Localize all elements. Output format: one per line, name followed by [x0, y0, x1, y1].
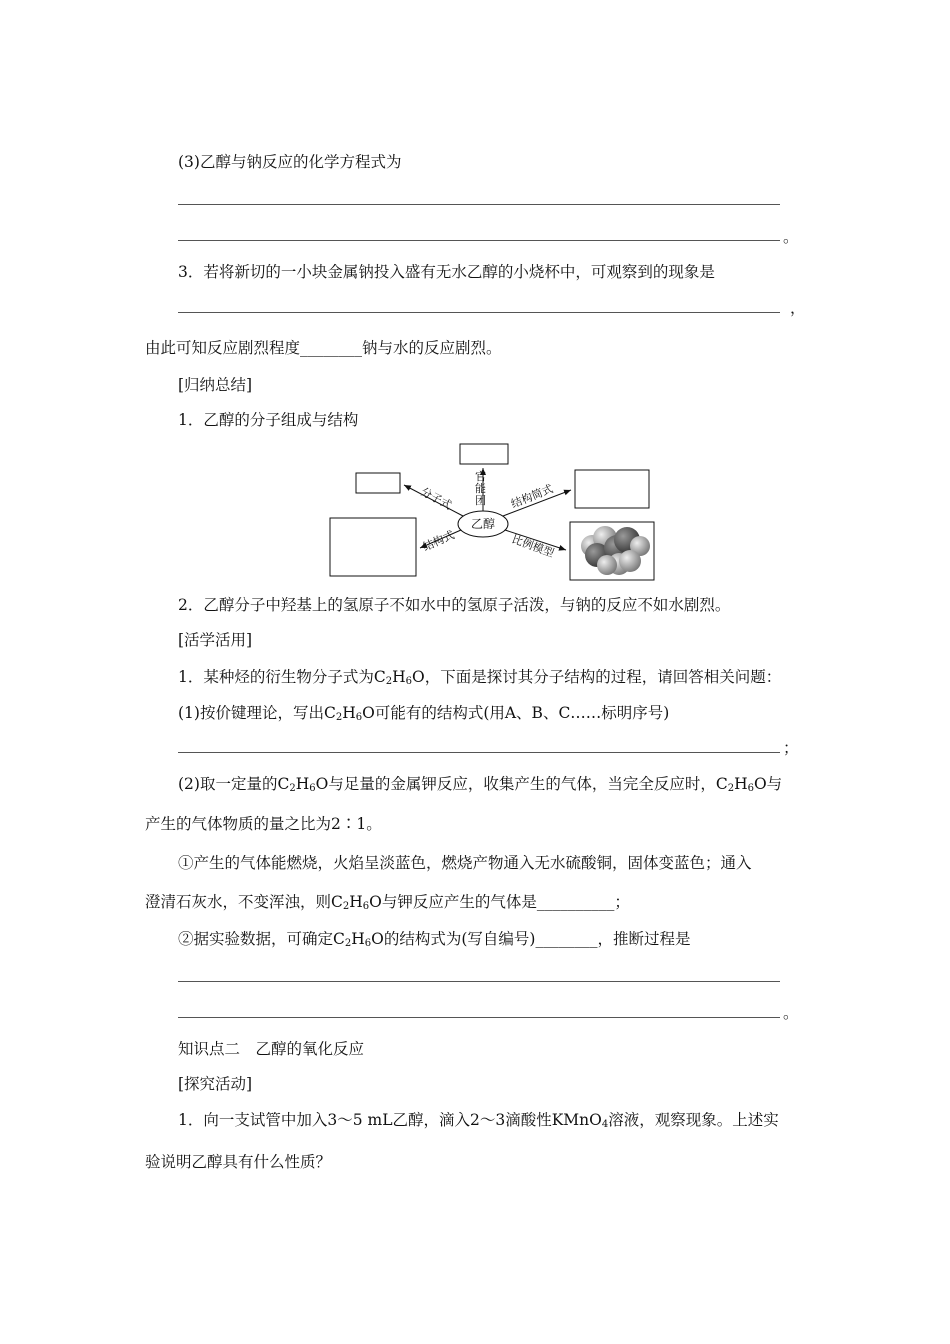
- answer-line[interactable]: [178, 312, 780, 313]
- semicolon-mark: ；: [614, 893, 630, 911]
- functional-group-box[interactable]: [460, 444, 508, 464]
- formula-h: H: [349, 893, 363, 911]
- label-top-2: 能: [475, 482, 486, 495]
- practice-part-1: [178, 703, 669, 728]
- c2-post: ，推断过程是: [597, 930, 691, 948]
- kp2-explore-heading: [探究活动]: [178, 1075, 253, 1093]
- label-space-model: 比例模型: [509, 532, 556, 560]
- p1-post: O可能有的结构式(用A、B、C……标明序号): [362, 704, 670, 722]
- sub: 2: [342, 901, 350, 912]
- c2-pre: ②据实验数据，可确定C: [178, 930, 345, 948]
- q3-conclusion: [145, 338, 502, 358]
- label-molecular-formula: 分子式: [418, 485, 454, 513]
- c2-mid: O的结构式为(写自编号): [371, 930, 536, 948]
- fill-blank[interactable]: __________: [536, 893, 615, 911]
- c1-pre: 澄清石灰水，不变浑浊，则C: [145, 893, 343, 911]
- formula-h: H: [351, 930, 365, 948]
- formula-h: H: [342, 704, 356, 722]
- sub: 2: [385, 676, 393, 687]
- sub: 2: [727, 783, 735, 794]
- practice-c1-line2: [145, 892, 630, 917]
- sub: 2: [335, 712, 343, 723]
- period-mark: 。: [783, 1004, 799, 1022]
- sub: 6: [405, 676, 413, 687]
- q3-observation-text: 3．若将新切的一小块金属钠投入盛有无水乙醇的小烧杯中，可观察到的现象是: [178, 263, 715, 281]
- molecular-formula-box[interactable]: [356, 473, 400, 493]
- sub: 6: [355, 712, 363, 723]
- label-top-1: 官: [475, 470, 486, 483]
- practice-part-2-line2: 产生的气体物质的量之比为2∶1。: [145, 815, 382, 833]
- label-top-3: 团: [475, 494, 486, 507]
- p2-post: O与: [753, 775, 783, 793]
- kp2-q1-line1: [178, 1110, 779, 1135]
- formula-h: H: [392, 668, 406, 686]
- formula-h: H: [295, 775, 310, 793]
- practice-c2: [178, 929, 690, 954]
- p2-pre: (2)取一定量的C: [178, 775, 290, 793]
- p2-mid: O与足量的金属钾反应，收集产生的气体，当完全反应时，C: [315, 775, 728, 793]
- answer-line[interactable]: [178, 1017, 780, 1018]
- answer-line[interactable]: [178, 240, 780, 241]
- label-simple-structure: 结构简式: [509, 482, 555, 511]
- ethanol-structure-diagram: [325, 438, 660, 588]
- answer-line[interactable]: [178, 204, 780, 205]
- sub: 4: [601, 1119, 609, 1130]
- practice-heading: [活学活用]: [178, 631, 253, 649]
- sub: 6: [309, 783, 316, 794]
- fill-blank[interactable]: ________: [300, 339, 363, 357]
- p1-pre: (1)按价键理论，写出C: [178, 704, 336, 722]
- conclusion-pre: 由此可知反应剧烈程度: [145, 339, 301, 357]
- formula-h: H: [734, 775, 748, 793]
- sub: 2: [289, 783, 296, 794]
- sub: 6: [364, 938, 372, 949]
- practice-c1-line1: ①产生的气体能燃烧，火焰呈淡蓝色，燃烧产物通入无水硫酸铜，固体变蓝色；通入: [178, 854, 752, 872]
- sub: 6: [362, 901, 370, 912]
- practice-q1: [178, 667, 781, 692]
- conclusion-post: 钠与水的反应剧烈。: [362, 339, 502, 357]
- answer-line[interactable]: [178, 981, 780, 982]
- summary-heading: [归纳总结]: [178, 376, 253, 394]
- period-mark: 。: [783, 228, 799, 246]
- q1-post: O，下面是探讨其分子结构的过程，请回答相关问题：: [412, 668, 782, 686]
- kp2-heading: 知识点二 乙醇的氧化反应: [178, 1040, 365, 1058]
- summary-item-2: 2．乙醇分子中羟基上的氢原子不如水中的氢原子活泼，与钠的反应不如水剧烈。: [178, 596, 731, 614]
- kp2-q1-line2: 验说明乙醇具有什么性质？: [145, 1153, 332, 1171]
- sub: 2: [344, 938, 352, 949]
- fill-blank[interactable]: ________: [535, 930, 598, 948]
- c1-post: O与钾反应产生的气体是: [369, 893, 537, 911]
- summary-item-1: 1．乙醇的分子组成与结构: [178, 411, 359, 429]
- center-label: 乙醇: [470, 517, 496, 531]
- kp2-q1-pre: 1．向一支试管中加入3～5 mL乙醇，滴入2～3滴酸性KMnO: [178, 1111, 602, 1129]
- comma-mark: ，: [790, 299, 806, 317]
- kp2-q1-post: 溶液，观察现象。上述实: [608, 1111, 779, 1129]
- semicolon-mark: ；: [783, 739, 799, 757]
- label-structural-formula: 结构式: [420, 528, 457, 554]
- structural-simple-formula-box[interactable]: [575, 470, 649, 508]
- practice-part-2-line1: [178, 774, 782, 799]
- sub: 6: [747, 783, 754, 794]
- q1-pre: 1．某种烃的衍生物分子式为C: [178, 668, 386, 686]
- structural-formula-box[interactable]: [330, 518, 416, 576]
- answer-line[interactable]: [178, 752, 780, 753]
- q3-equation-label: (3)乙醇与钠反应的化学方程式为: [178, 153, 402, 171]
